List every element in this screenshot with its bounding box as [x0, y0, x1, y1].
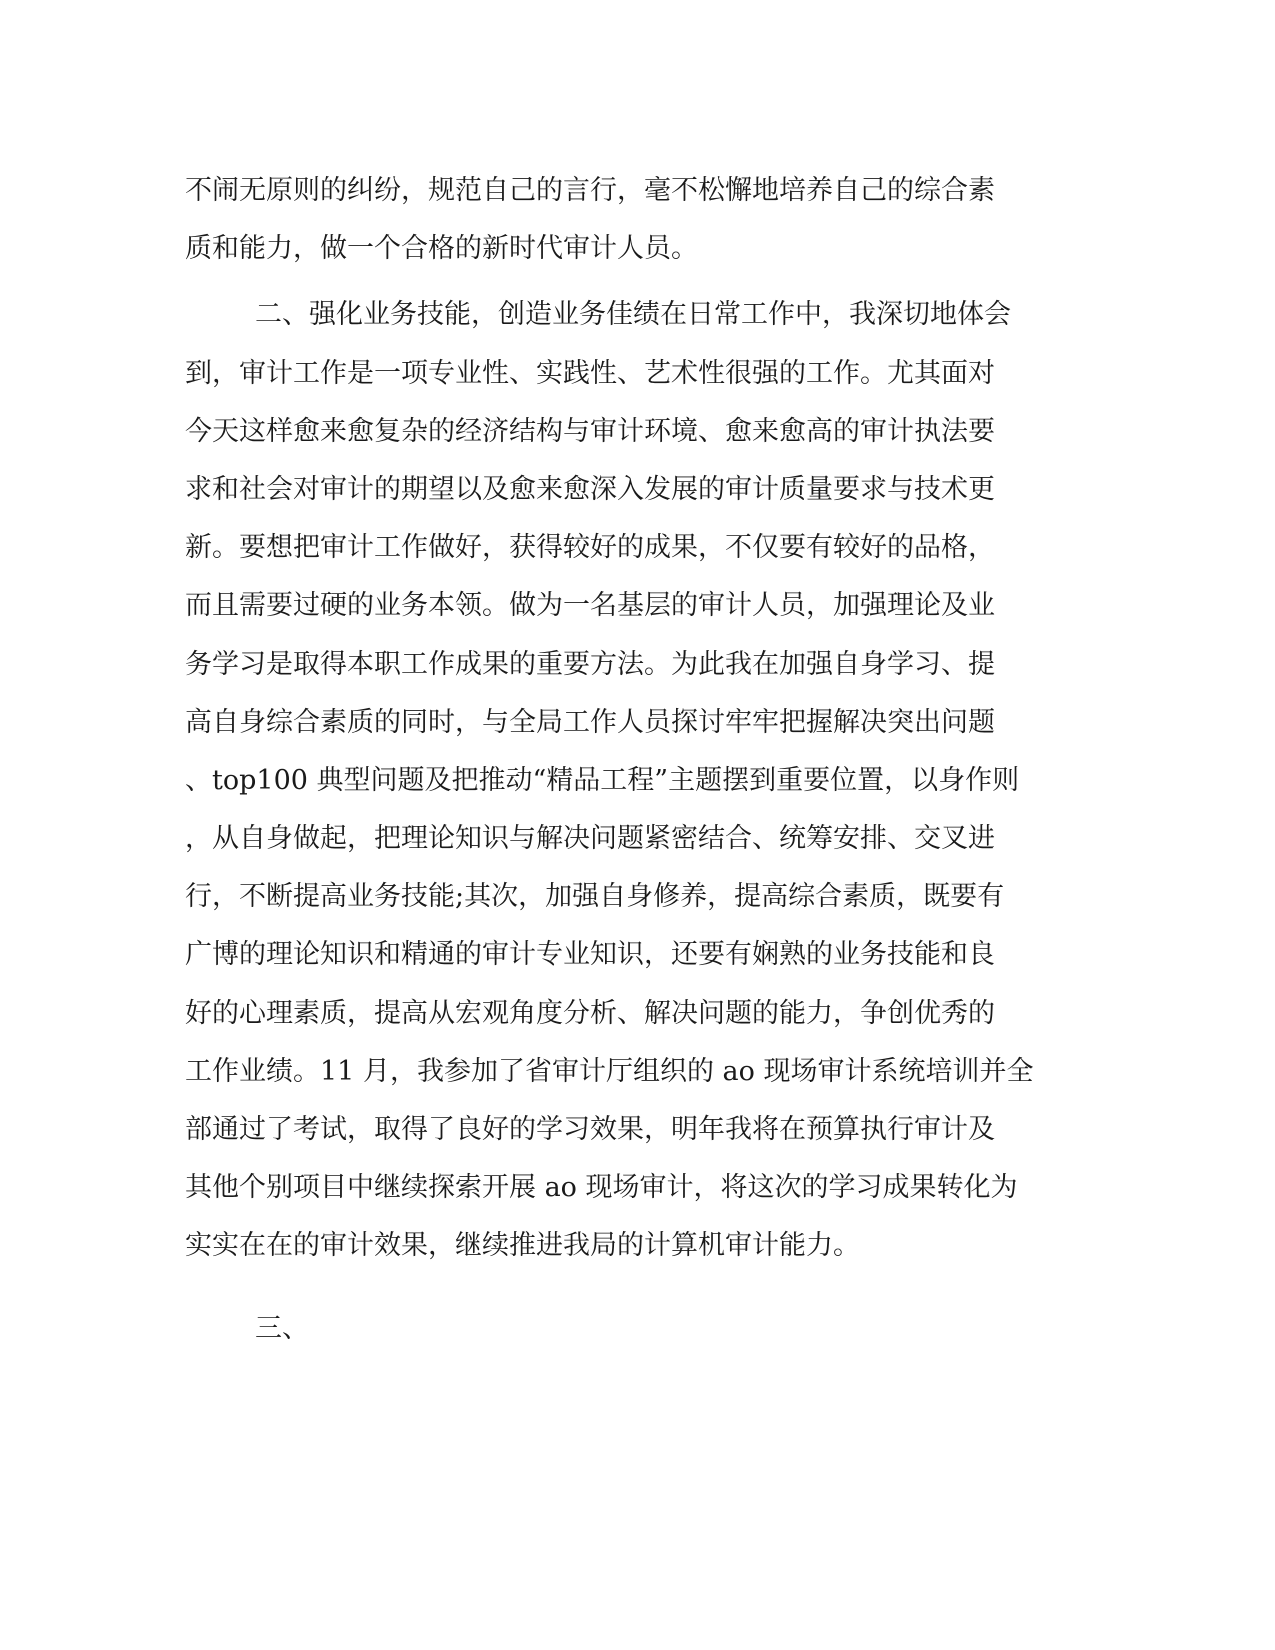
text-line: 、top100 典型问题及把推动“精品工程”主题摆到重要位置，以身作则 — [185, 764, 1020, 796]
text-line: 行，不断提高业务技能;其次，加强自身修养，提高综合素质，既要有 — [185, 881, 1005, 913]
text-line: 求和社会对审计的期望以及愈来愈深入发展的审计质量要求与技术更 — [185, 473, 995, 505]
text-line: 不闹无原则的纠纷，规范自己的言行，毫不松懈地培养自己的综合素 — [185, 175, 995, 206]
text-line: ，从自身做起，把理论知识与解决问题紧密结合、统筹安排、交叉进 — [185, 823, 995, 855]
text-line: 今天这样愈来愈复杂的经济结构与审计环境、愈来愈高的审计执法要 — [185, 415, 995, 447]
text-line: 工作业绩。11 月，我参加了省审计厅组织的 ao 现场审计系统培训并全 — [185, 1055, 1034, 1087]
text-line: 二、强化业务技能，创造业务佳绩在日常工作中，我深切地体会 — [255, 299, 1011, 331]
text-line: 新。要想把审计工作做好，获得较好的成果，不仅要有较好的品格， — [185, 532, 995, 564]
section-heading-three: 三、 — [255, 1313, 309, 1344]
text-line: 实实在在的审计效果，继续推进我局的计算机审计能力。 — [185, 1230, 860, 1262]
text-line: 广博的理论知识和精通的审计专业知识，还要有娴熟的业务技能和良 — [185, 939, 995, 971]
text-line: 而且需要过硬的业务本领。做为一名基层的审计人员，加强理论及业 — [185, 590, 995, 622]
text-line: 务学习是取得本职工作成果的重要方法。为此我在加强自身学习、提 — [185, 648, 995, 680]
text-line: 好的心理素质，提高从宏观角度分析、解决问题的能力，争创优秀的 — [185, 997, 995, 1029]
body-text — [185, 162, 1065, 1276]
text-line: 其他个别项目中继续探索开展 ao 现场审计，将这次的学习成果转化为 — [185, 1172, 1018, 1204]
text-line: 部通过了考试，取得了良好的学习效果，明年我将在预算执行审计及 — [185, 1114, 995, 1145]
text-line: 质和能力，做一个合格的新时代审计人员。 — [185, 233, 698, 265]
text-line: 到，审计工作是一项专业性、实践性、艺术性很强的工作。尤其面对 — [185, 357, 995, 389]
text-line: 高自身综合素质的同时，与全局工作人员探讨牢牢把握解决突出问题 — [185, 706, 995, 738]
paragraph-gap — [185, 278, 1065, 286]
